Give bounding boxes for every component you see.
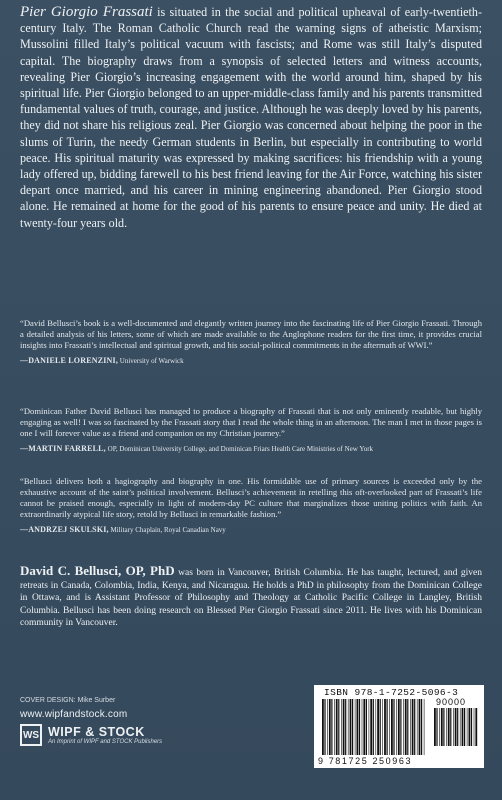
endorsement-quote: “Dominican Father David Bellusci has managed to produce a biography of Frassati that is not only eminently readable, but highly engaging as well! I was so fascinated by the Frassati story that I read the whole thing in an afternoon. The man I met in those pages is one I will forever value as a friend and companion on my Christian journey.” <box>20 406 482 438</box>
description-text: is situated in the social and political upheaval of early-twentieth-century Italy. The Roman Catholic Church read the warning signs of atheistic Marxism; Mussolini filled Italy’s political vacuum with fascists; and Rome was still Italy’s disputed capital. The biography draws from a synopsis of selected letters and witness accounts, revealing Pier Giorgio’s increasing engagement with the world around him, shaped by his spiritual life. Pier Giorgio belonged to an upper-middle-class family and his parents transmitted fundamental values of truth, courage, and justice. Although he was deeply loved by his parents, they did not share his religious zeal. Pier Giorgio was concerned about helping the poor in the slums of Turin, the needy German students in Berlin, but especially in contributing to world peace. His spiritual maturity was expressed by making sacrifices: his friendship with a young lady offered up, bidding farewell to his best friend leaving for the Air Force, watching his sister depart once married, and his career in mining engineering abandoned. Pier Giorgio stood alone. He remained at home for the good of his parents to ensure peace and unity. He died at twenty-four years old. <box>20 5 483 230</box>
endorser-name: —ANDRZEJ SKULSKI, <box>20 525 109 534</box>
cover-design-credit: COVER DESIGN: Mike Surber <box>20 697 116 704</box>
endorsement-attribution <box>20 356 482 366</box>
ean-barcode-icon <box>322 699 426 755</box>
endorsement-3 <box>20 476 482 535</box>
endorser-affiliation: Military Chaplain, Royal Canadian Navy <box>108 526 226 534</box>
author-bio-text: was born in Vancouver, British Columbia. He has taught, lectured, and given retreats in Canada, Colombia, India, Kenya, and Nicaragua. He holds a PhD in philosophy from the Dominican College in Ottawa, and is Assistant Professor of Philosophy and Theology at Catholic Pacific College in Langley, British Columbia. Bellusci has been doing research on Blessed Pier Giorgio Frassati since 2011. He lives with his Dominican community in Vancouver. <box>20 568 482 628</box>
endorser-name: —MARTIN FARRELL, <box>20 444 106 453</box>
price-code: 90000 <box>436 697 467 707</box>
publisher-logo <box>20 724 162 746</box>
endorsement-attribution <box>20 525 482 535</box>
isbn-number: ISBN 978-1-7252-5096-3 <box>324 687 459 698</box>
isbn-barcode <box>314 685 484 768</box>
publisher-text <box>48 725 162 745</box>
author-bio <box>20 565 482 630</box>
endorsement-attribution <box>20 444 482 454</box>
endorser-name: —DANIELE LORENZINI, <box>20 356 119 365</box>
endorsement-quote: “David Bellusci’s book is a well-documented and elegantly written journey into the fascinating life of Pier Giorgio Frassati. Through a detailed analysis of his letters, some of which are made available to the Anglophone readers for the first time, it provides crucial insights into Frassati’s intellectual and spiritual growth, and his social-political commitments in the aftermath of WWI.” <box>20 318 482 350</box>
price-barcode-icon <box>434 708 478 746</box>
book-description <box>20 4 482 231</box>
book-title-lead: Pier Giorgio Frassati <box>20 4 153 20</box>
publisher-website: www.wipfandstock.com <box>20 709 128 720</box>
endorsement-2 <box>20 406 482 454</box>
author-name: David C. Bellusci, OP, PhD <box>20 563 175 578</box>
endorsement-quote: “Bellusci delivers both a hagiography and biography in one. His formidable use of primary sources is exceeded only by the exhaustive account of the saint’s political involvement. Bellusci’s achievement in retelling this oft-overlooked part of Frassati’s life cannot be praised enough, especially in light of modern-day PC culture that marginalizes those uniting politics with faith. An extraordinarily atypical life story, retold by Bellusci in remarkable fashion.” <box>20 476 482 519</box>
publisher-name: WIPF & STOCK <box>48 725 145 739</box>
endorser-affiliation: University of Warwick <box>118 357 184 365</box>
barcode-digits: 9 781725 250963 <box>318 756 413 766</box>
endorser-affiliation: OP, Dominican University College, and Dominican Friars Health Care Ministries of New York <box>105 445 374 453</box>
publisher-mark-icon: WS <box>20 724 42 746</box>
publisher-tagline: An Imprint of WIPF and STOCK Publishers <box>48 739 163 745</box>
endorsement-1 <box>20 318 482 366</box>
